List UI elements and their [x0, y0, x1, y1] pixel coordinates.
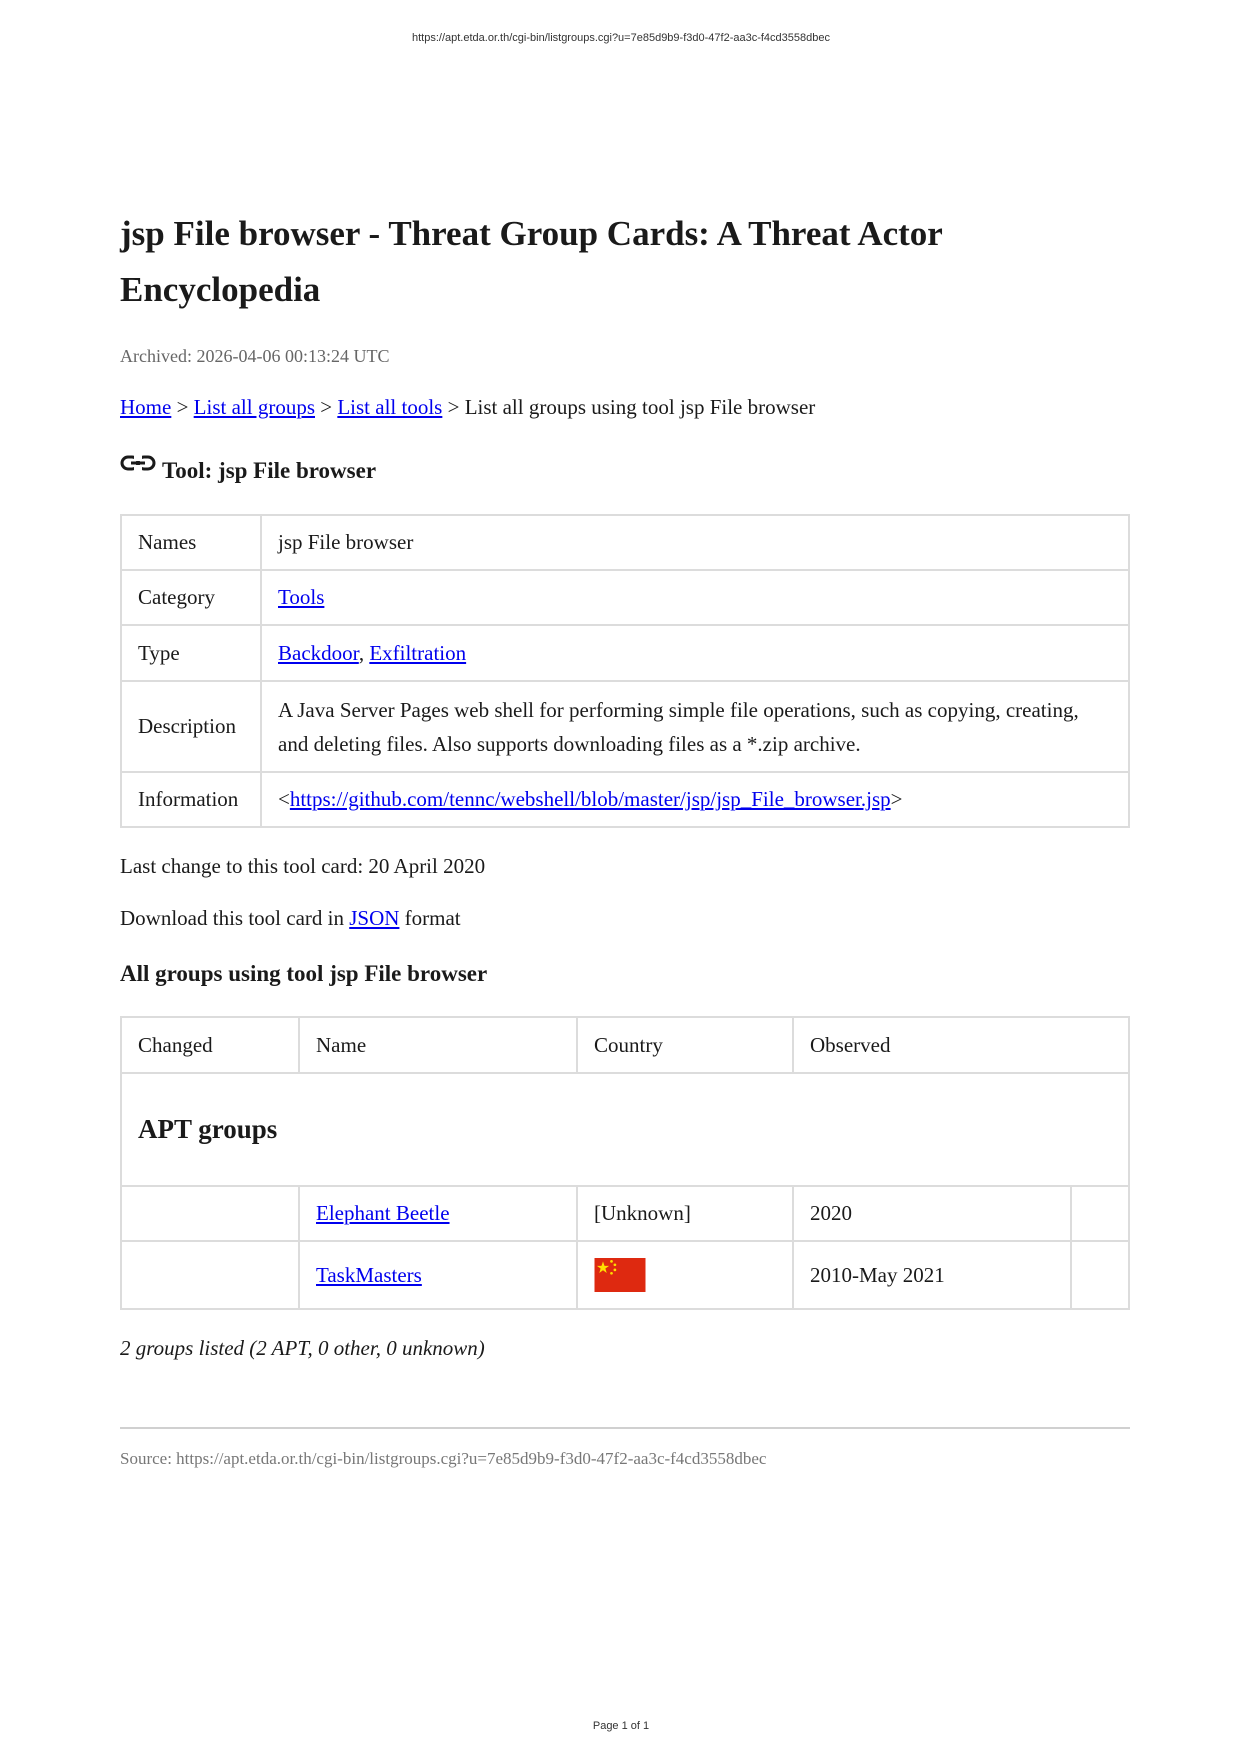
last-change-text: Last change to this tool card: 20 April 2020 — [120, 854, 486, 878]
angle-open: < — [278, 787, 290, 811]
row-changed — [121, 1241, 299, 1309]
row-observed: 2020 — [793, 1186, 1071, 1241]
type-exfiltration-link[interactable]: Exfiltration — [369, 640, 467, 665]
row-changed — [121, 1186, 299, 1241]
archived-timestamp: Archived: 2026-04-06 00:13:24 UTC — [120, 346, 390, 366]
info-row-category — [121, 570, 1129, 625]
info-row-type — [121, 625, 1129, 681]
row-extra — [1071, 1241, 1129, 1309]
group-taskmasters-link[interactable]: TaskMasters — [316, 1262, 422, 1287]
info-row-names — [121, 515, 1129, 570]
info-label: Category — [121, 570, 261, 625]
type-backdoor-link[interactable]: Backdoor — [278, 640, 359, 665]
breadcrumb-list-tools-link[interactable]: List all tools — [337, 395, 443, 419]
source-line: Source: https://apt.etda.or.th/cgi-bin/listgroups.cgi?u=7e85d9b9-f3d0-47f2-aa3c-f4cd3558dbec — [120, 1449, 767, 1468]
json-download-link[interactable]: JSON — [349, 906, 400, 930]
footer-divider — [120, 1427, 1130, 1429]
info-label: Description — [121, 681, 261, 772]
header-name: Name — [299, 1017, 577, 1073]
page-title: jsp File browser - Threat Group Cards: A Threat Actor Encyclopedia — [120, 214, 943, 309]
table-row — [121, 1186, 1129, 1241]
row-observed: 2010-May 2021 — [793, 1241, 1071, 1309]
row-name — [299, 1186, 577, 1241]
row-name — [299, 1241, 577, 1309]
info-value-names: jsp File browser — [261, 515, 1129, 570]
breadcrumb-separator: > — [320, 395, 333, 419]
tool-heading-text: Tool: jsp File browser — [162, 458, 377, 483]
info-value-type — [261, 625, 1129, 681]
link-icon — [120, 454, 156, 474]
type-separator: , — [358, 640, 365, 665]
breadcrumb-list-groups-link[interactable]: List all groups — [193, 395, 315, 419]
china-flag-icon — [594, 1258, 646, 1292]
download-suffix: format — [404, 906, 461, 930]
row-country — [577, 1241, 793, 1309]
github-source-link[interactable]: https://github.com/tennc/webshell/blob/master/jsp/jsp_File_browser.jsp — [289, 787, 891, 811]
row-extra — [1071, 1186, 1129, 1241]
breadcrumb-current: List all groups using tool jsp File browser — [464, 395, 816, 419]
groups-heading: All groups using tool jsp File browser — [120, 961, 488, 986]
page-number: Page 1 of 1 — [592, 1720, 650, 1732]
row-country: [Unknown] — [577, 1186, 793, 1241]
groups-table — [120, 1016, 1130, 1310]
download-line — [120, 906, 1130, 931]
print-header-url: https://apt.etda.or.th/cgi-bin/listgroups.cgi?u=7e85d9b9-f3d0-47f2-aa3c-f4cd3558dbec — [412, 32, 830, 44]
groups-header-row — [121, 1017, 1129, 1073]
info-value-category — [261, 570, 1129, 625]
info-label: Names — [121, 515, 261, 570]
breadcrumb-separator: > — [176, 395, 189, 419]
info-value-description: A Java Server Pages web shell for performing simple file operations, such as copying, creating, and deleting files. Also supports downloading files as a *.zip archive. — [261, 681, 1129, 772]
header-country: Country — [577, 1017, 793, 1073]
info-value-information — [261, 772, 1129, 827]
info-label: Information — [121, 772, 261, 827]
download-prefix: Download this tool card in — [120, 906, 344, 930]
tool-heading — [120, 458, 1130, 484]
breadcrumb-separator: > — [447, 395, 460, 419]
info-row-information — [121, 772, 1129, 827]
groups-summary: 2 groups listed (2 APT, 0 other, 0 unknown) — [120, 1336, 485, 1360]
section-row — [121, 1073, 1129, 1186]
info-label: Type — [121, 625, 261, 681]
header-changed: Changed — [121, 1017, 299, 1073]
info-row-description — [121, 681, 1129, 772]
category-tools-link[interactable]: Tools — [278, 585, 325, 609]
apt-groups-title: APT groups — [121, 1073, 1129, 1186]
header-observed: Observed — [793, 1017, 1129, 1073]
tool-info-table — [120, 514, 1130, 828]
breadcrumb-home-link[interactable]: Home — [120, 395, 172, 419]
group-elephant-beetle-link[interactable]: Elephant Beetle — [316, 1201, 450, 1225]
main-content — [120, 206, 1130, 1469]
angle-close: > — [890, 787, 903, 811]
breadcrumb — [120, 395, 1130, 420]
table-row — [121, 1241, 1129, 1309]
